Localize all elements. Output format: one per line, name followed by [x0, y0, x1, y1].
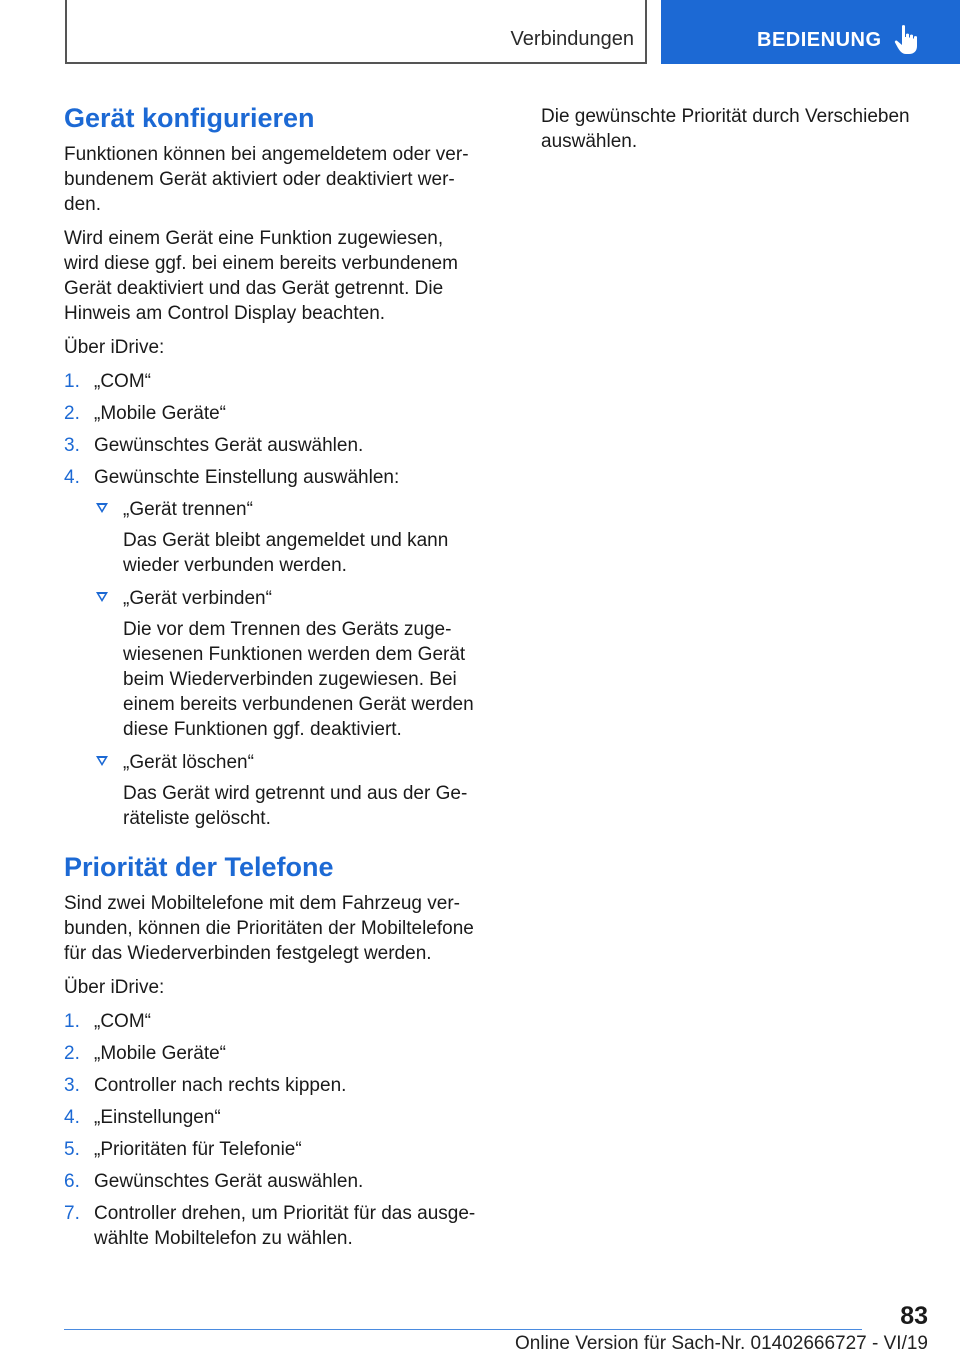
- step-number: 1.: [64, 1011, 80, 1032]
- left-column: [64, 100, 482, 1258]
- header-tab[interactable]: [661, 0, 960, 64]
- paragraph: Sind zwei Mobiltelefone mit dem Fahrzeug ver-bunden, können die Prioritäten der Mobiltelefone für das Wiederverbinden festgelegt werden.: [64, 893, 474, 964]
- step-number: 7.: [64, 1203, 80, 1224]
- step-text: Gewünschtes Gerät auswählen.: [94, 435, 364, 456]
- list-item: [64, 465, 482, 831]
- triangle-bullet-icon: [96, 503, 108, 513]
- paragraph: Über iDrive:: [64, 977, 165, 998]
- option-label: „Gerät verbinden“: [123, 588, 272, 609]
- step-text: Gewünschtes Gerät auswählen.: [94, 1171, 364, 1192]
- step-number: 1.: [64, 371, 80, 392]
- step-number: 5.: [64, 1139, 80, 1160]
- list-item: [64, 1009, 482, 1034]
- step-text: „COM“: [94, 371, 151, 392]
- paragraph: Über iDrive:: [64, 337, 165, 358]
- page-number: 83: [900, 1302, 928, 1330]
- list-item: [64, 369, 482, 394]
- list-item: [64, 1041, 482, 1066]
- step-text: „Einstellungen“: [94, 1107, 221, 1128]
- options-list: [94, 497, 482, 831]
- option-label: „Gerät löschen“: [123, 752, 254, 773]
- paragraph: Wird einem Gerät eine Funktion zugewiesen, wird diese ggf. bei einem bereits verbundenem Gerät deaktiviert und das Gerät getrennt. Die Hinweis am Control Display beachten.: [64, 228, 458, 324]
- triangle-bullet-icon: [96, 756, 108, 766]
- step-number: 2.: [64, 403, 80, 424]
- triangle-bullet-icon: [96, 592, 108, 602]
- list-item: [64, 1169, 482, 1194]
- step-text: Gewünschte Einstellung auswählen:: [94, 467, 400, 488]
- right-column: [541, 104, 921, 163]
- list-item: [64, 1137, 482, 1162]
- option-label: „Gerät trennen“: [123, 499, 253, 520]
- header-section-title: Verbindungen: [510, 28, 634, 50]
- paragraph: Die gewünschte Priorität durch Verschieben auswählen.: [541, 106, 910, 152]
- list-item: [64, 433, 482, 458]
- option-item: [94, 586, 482, 742]
- list-item: [64, 1201, 482, 1251]
- section-title-phone-priority: Priorität der Telefone: [64, 852, 334, 882]
- option-description: Das Gerät wird getrennt und aus der Ge-räteliste gelöscht.: [123, 783, 468, 829]
- list-item: [64, 1073, 482, 1098]
- paragraph: Funktionen können bei angemeldetem oder ver-bundenem Gerät aktiviert oder deaktiviert wer-den.: [64, 144, 469, 215]
- option-description: Das Gerät bleibt angemeldet und kann wieder verbunden werden.: [123, 530, 449, 576]
- step-number: 2.: [64, 1043, 80, 1064]
- step-text: „Mobile Geräte“: [94, 403, 226, 424]
- section-title-configure-device: Gerät konfigurieren: [64, 103, 315, 133]
- list-item: [64, 401, 482, 426]
- step-text: „COM“: [94, 1011, 151, 1032]
- list-item: [64, 1105, 482, 1130]
- step-number: 4.: [64, 467, 80, 488]
- step-text: „Mobile Geräte“: [94, 1043, 226, 1064]
- header-tab-label: BEDIENUNG: [757, 29, 882, 51]
- pointing-hand-icon: [893, 24, 921, 56]
- footer-divider: [64, 1329, 862, 1330]
- step-text: „Prioritäten für Telefonie“: [94, 1139, 302, 1160]
- step-number: 6.: [64, 1171, 80, 1192]
- step-text: Controller drehen, um Priorität für das ausge-wählte Mobiltelefon zu wählen.: [94, 1203, 476, 1249]
- option-description: Die vor dem Trennen des Geräts zuge-wiesenen Funktionen werden dem Gerät beim Wiederverbinden zugewiesen. Bei einem bereits verbundenen Gerät werden diese Funktionen ggf. deaktiviert.: [123, 619, 474, 740]
- steps-list-configure: [64, 369, 482, 831]
- step-number: 3.: [64, 435, 80, 456]
- footer-text: Online Version für Sach-Nr. 01402666727 - VI/19: [515, 1333, 928, 1354]
- option-item: [94, 497, 482, 578]
- steps-list-priority: [64, 1009, 482, 1251]
- step-number: 3.: [64, 1075, 80, 1096]
- option-item: [94, 750, 482, 831]
- step-number: 4.: [64, 1107, 80, 1128]
- step-text: Controller nach rechts kippen.: [94, 1075, 347, 1096]
